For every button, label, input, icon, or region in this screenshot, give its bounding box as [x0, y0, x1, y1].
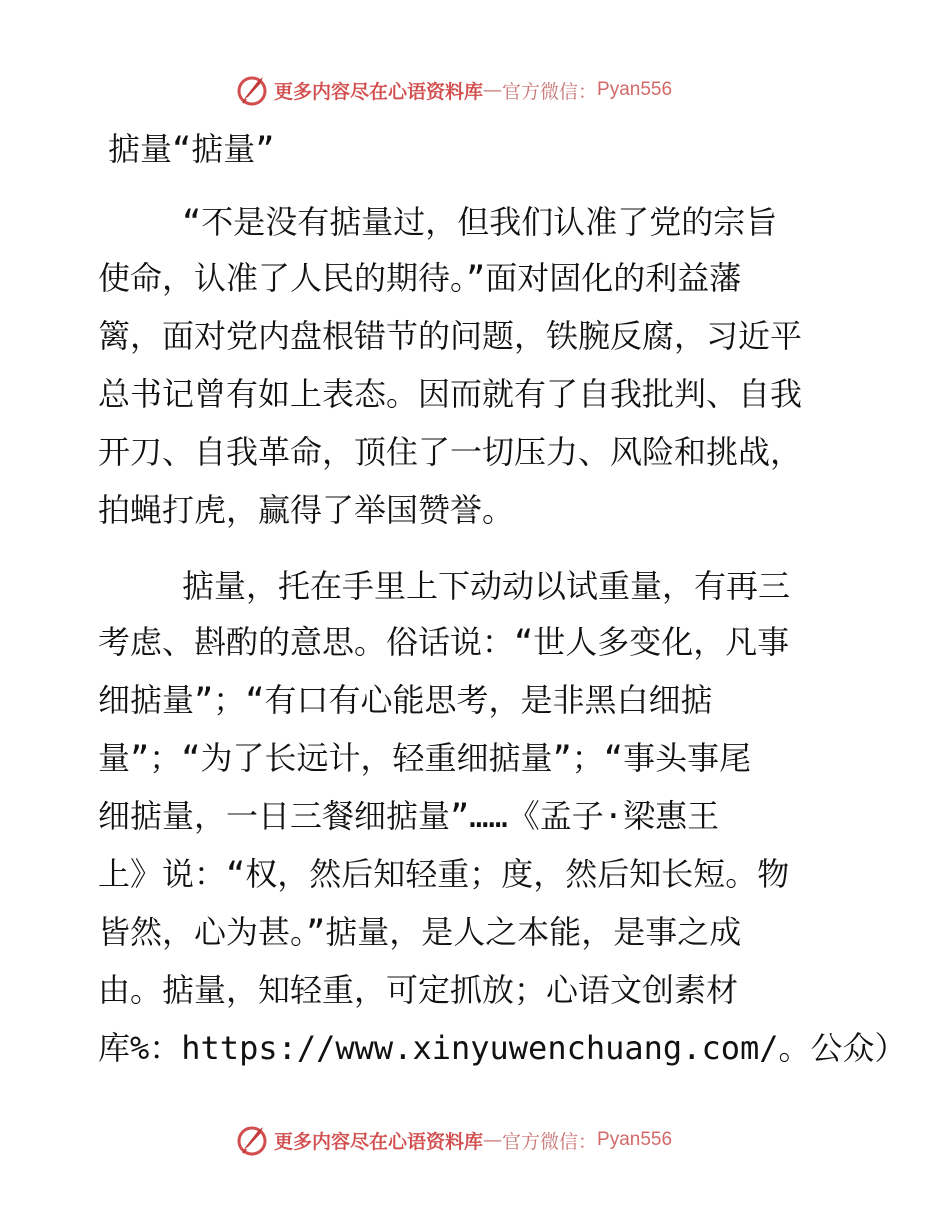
text-line: 皆然，心为甚。”掂量，是人之本能，是事之成: [98, 913, 742, 951]
watermark-brand: 更多内容尽在心语资料库: [274, 1130, 484, 1153]
text-line: 篱，面对党内盘根错节的问题，铁腕反腐，习近平: [98, 317, 803, 355]
text-line: 拍蝇打虎，赢得了举国赞誉。: [98, 491, 515, 529]
text-line: 库%：https://www.xinyuwenchuang.com/。公众）: [98, 1029, 907, 1067]
quill-pen-icon: [236, 73, 270, 107]
watermark-contact: 官方微信：: [502, 80, 598, 103]
text-line: 开刀、自我革命，顶住了一切压力、风险和挑战，: [98, 433, 803, 471]
watermark-separator: —: [483, 1129, 503, 1151]
watermark-wechat-id: Pyan556: [597, 79, 673, 100]
watermark-brand: 更多内容尽在心语资料库: [274, 80, 484, 103]
header-watermark: [236, 72, 672, 108]
watermark-contact: 官方微信：: [502, 1130, 598, 1153]
text-line: 掂量，托在手里上下动动以试重量，有再三: [182, 567, 791, 605]
text-line: 上》说：“权，然后知轻重；度，然后知长短。物: [98, 855, 790, 893]
text-line: 考虑、斟酌的意思。俗话说：“世人多变化，凡事: [98, 623, 790, 661]
watermark-separator: —: [483, 79, 503, 101]
watermark-wechat-id: Pyan556: [597, 1129, 673, 1150]
text-line: 量”；“为了长远计，轻重细掂量”；“事头事尾: [98, 739, 752, 777]
quill-pen-icon: [236, 1123, 270, 1157]
text-line: 细掂量”；“有口有心能思考，是非黑白细掂: [98, 681, 713, 719]
text-line: “不是没有掂量过，但我们认准了党的宗旨: [182, 203, 778, 241]
footer-watermark: [236, 1122, 672, 1158]
document-title: 掂量“掂量”: [108, 130, 275, 168]
text-line: 由。掂量，知轻重，可定抓放；心语文创素材: [98, 971, 739, 1009]
text-line: 细掂量，一日三餐细掂量”……《孟子·梁惠王: [98, 797, 720, 835]
text-line: 总书记曾有如上表态。因而就有了自我批判、自我: [98, 375, 803, 413]
text-line: 使命，认准了人民的期待。”面对固化的利益藩: [98, 259, 742, 297]
